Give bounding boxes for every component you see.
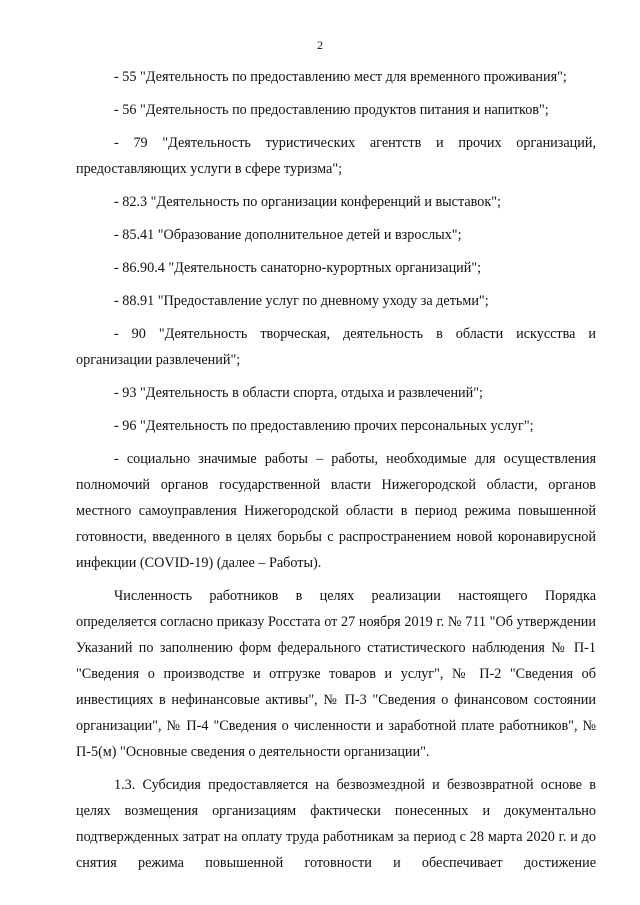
list-item-okved-82-3: - 82.3 "Деятельность по организации конференций и выставок";: [114, 194, 501, 210]
list-item-okved-88-91: - 88.91 "Предоставление услуг по дневному уходу за детьми";: [114, 293, 489, 309]
list-item-okved-93: - 93 "Деятельность в области спорта, отдыха и развлечений";: [114, 385, 483, 401]
list-item-okved-56: - 56 "Деятельность по предоставлению продуктов питания и напитков";: [114, 102, 549, 118]
list-item-okved-79: - 79 "Деятельность туристических агентств и прочих организаций, предоставляющих услуги в сфере туризма";: [76, 135, 596, 177]
list-item-okved-90: - 90 "Деятельность творческая, деятельность в области искусства и организации развлечений";: [76, 326, 596, 368]
list-item-okved-96: - 96 "Деятельность по предоставлению прочих персональных услуг";: [114, 418, 534, 434]
list-item-okved-55: - 55 "Деятельность по предоставлению мест для временного проживания";: [114, 69, 567, 85]
list-item-okved-85-41: - 85.41 "Образование дополнительное детей и взрослых";: [114, 227, 462, 243]
document-body: [76, 64, 596, 883]
list-item-social-works: - социально значимые работы – работы, необходимые для осуществления полномочий органов государственной власти Нижегородской области, органов местного самоуправления Нижегородской области в период режима повышенной готовности, введенного в целях борьбы с распространением новой коронавирусной инфекции (COVID-19) (далее – Работы).: [76, 451, 596, 571]
page-number: 2: [317, 38, 323, 52]
paragraph-section-1-3: 1.3. Субсидия предоставляется на безвозмездной и безвозвратной основе в целях возмещения организациям фактически понесенных и документально подтвержденных затрат на оплату труда работникам за период с 28 марта 2020 г. и до снятия режима повышенной готовности и обеспечивает достижение: [76, 777, 596, 871]
list-item-okved-86-90-4: - 86.90.4 "Деятельность санаторно-курортных организаций";: [114, 260, 482, 276]
paragraph-employee-count: Численность работников в целях реализации настоящего Порядка определяется согласно приказу Росстата от 27 ноября 2019 г. № 711 "Об утверждении Указаний по заполнению форм федерального статистического наблюдения № П-1 "Сведения о производстве и отгрузке товаров и услуг", № П-2 "Сведения об инвестициях в нефинансовые активы", № П-3 "Сведения о финансовом состоянии организации", № П-4 "Сведения о численности и заработной плате работников", № П-5(м) "Основные сведения о деятельности организации".: [76, 588, 596, 760]
